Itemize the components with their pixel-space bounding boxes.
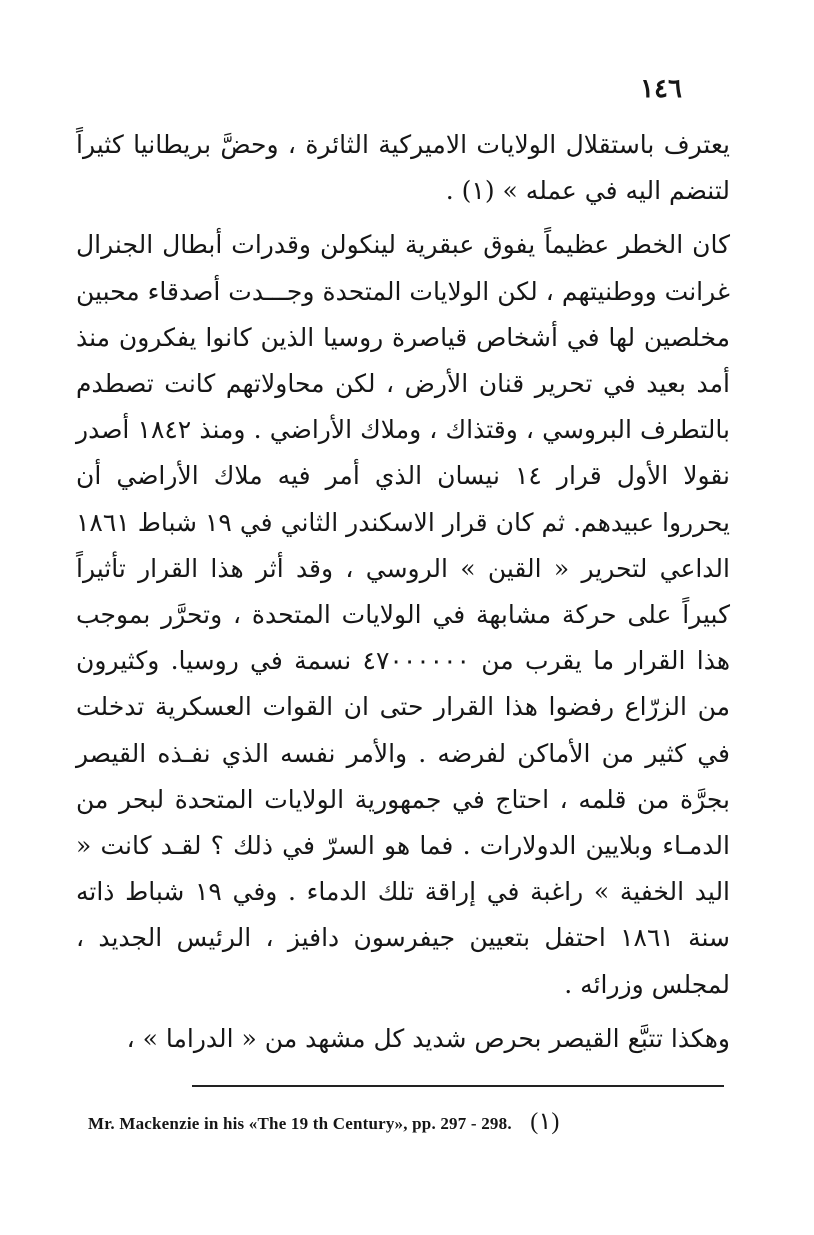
page-number: ١٤٦ xyxy=(640,74,682,104)
paragraph-continuation: يعترف باستقلال الولايات الاميركية الثائرة ، وحضَّ بريطانيا كثيراً لتنضم اليه في عمله » (١) . xyxy=(76,130,730,206)
footnote xyxy=(88,1107,728,1136)
paragraph-main: كان الخطر عظيماً يفوق عبقرية لينكولن وقدرات أبطال الجنرال غرانت ووطنيتهم ، لكن الولايات المتحدة وجـــدت أصدقاء محبين مخلصين لها في أشخاص قياصرة روسيا الذين كانوا يفكرون منذ أمد بعيد في تحرير قنان الأرض ، لكن محاولاتهم كانت تصطدم بالتطرف البروسي ، وقتذاك ، وملاك الأراضي . ومنذ ١٨٤٢ أصدر نقولا الأول قرار ١٤ نيسان الذي أمر فيه ملاك الأراضي أن يحرروا عبيدهم. ثم كان قرار الاسكندر الثاني في ١٩ شباط ١٨٦١ الداعي لتحرير « القين » الروسي ، وقد أثر هذا القرار تأثيراً كبيراً على حركة مشابهة في الولايات المتحدة ، وتحرَّر بموجب هذا القرار ما يقرب من ٤٧٠٠٠٠٠٠ نسمة في روسيا. وكثيرون من الزرّاع رفضوا هذا القرار حتى ان القوات العسكرية تدخلت في كثير من الأماكن لفرضه . والأمر نفسه الذي نفـذه القيصر بجرَّة من قلمه ، احتاج في جمهورية الولايات المتحدة لبحر من الدمـاء وبلايين الدولارات . فما هو السرّ في ذلك ؟ لقـد كانت « اليد الخفية » راغبة في إراقة تلك الدماء . وفي ١٩ شباط ذاته سنة ١٨٦١ احتفل بتعيين جيفرسون دافيز ، الرئيس الجديد ، لمجلس وزرائه . xyxy=(76,230,731,999)
paragraph-closing: وهكذا تتبَّع القيصر بحرص شديد كل مشهد من « الدراما » ، xyxy=(126,1023,730,1053)
footnote-marker: (١) xyxy=(530,1109,560,1135)
body-text xyxy=(76,122,730,1062)
footnote-divider xyxy=(192,1085,724,1087)
footnote-text: Mr. Mackenzie in his «The 19 th Century», pp. 297 - 298. xyxy=(88,1114,512,1133)
